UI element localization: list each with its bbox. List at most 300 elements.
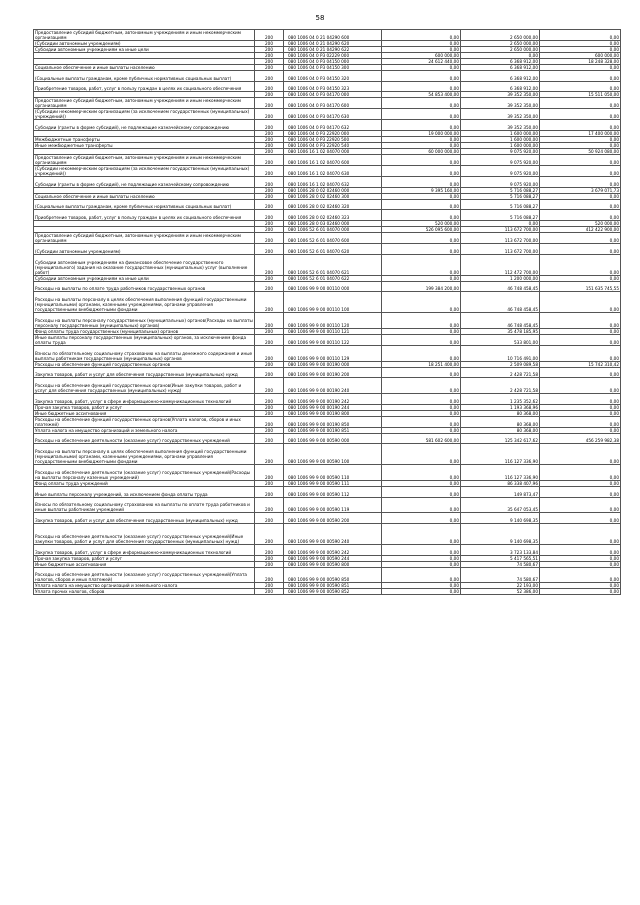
row-plan-cell: 0,00: [382, 199, 461, 210]
table-row: [34, 444, 621, 465]
row-executed-cell: 74 580,67: [461, 567, 540, 583]
row-name-cell: Фонд оплаты труда учреждений: [34, 480, 255, 486]
row-plan-cell: 0,00: [382, 345, 461, 361]
row-code-cell: 200: [255, 561, 284, 567]
row-code-cell: 200: [255, 30, 284, 41]
row-kbk-cell: 080 1006 16 1 02 04070 630: [284, 166, 382, 177]
row-plan-cell: 0,00: [382, 524, 461, 545]
row-plan-cell: 0,00: [382, 328, 461, 334]
row-plan-cell: 600 000,00: [382, 53, 461, 59]
row-kbk-cell: 080 1006 52 6 01 04070 000: [284, 227, 382, 233]
row-remaining-cell: 15 511 050,00: [540, 92, 621, 98]
row-kbk-cell: 080 1006 99 9 00 00190 242: [284, 394, 382, 405]
row-plan-cell: 0,00: [382, 244, 461, 255]
row-executed-cell: 112 472 700,00: [461, 254, 540, 275]
table-row: [34, 361, 621, 367]
row-remaining-cell: 0,00: [540, 544, 621, 555]
row-plan-cell: 0,00: [382, 177, 461, 188]
row-kbk-cell: 080 1006 99 9 00 00190 200: [284, 367, 382, 378]
row-executed-cell: 74 580,67: [461, 561, 540, 567]
row-code-cell: 200: [255, 555, 284, 561]
row-remaining-cell: 0,00: [540, 416, 621, 427]
row-name-cell: Иные выплаты персоналу учреждений, за исключением фонда оплаты труда: [34, 486, 255, 497]
table-row: [34, 120, 621, 131]
row-executed-cell: 80 368,00: [461, 410, 540, 416]
row-executed-cell: 5 716 088,27: [461, 193, 540, 199]
row-kbk-cell: 080 1006 04 0 21 04290 620: [284, 41, 382, 47]
row-executed-cell: 1 600 000,00: [461, 143, 540, 149]
row-remaining-cell: 0,00: [540, 120, 621, 131]
row-kbk-cell: 080 1006 04 0 P3 04150 320: [284, 71, 382, 82]
table-row: [34, 328, 621, 334]
row-code-cell: 200: [255, 199, 284, 210]
row-executed-cell: 39 352 350,00: [461, 109, 540, 120]
row-name-cell: Расходы на обеспечение функций государственных органов(Уплата налогов, сборов и иных платежей): [34, 416, 255, 427]
row-name-cell: Расходы на выплаты персоналу государственных (муниципальных) органов(Расходы на выплаты персоналу государственных (муниципальных) органов): [34, 313, 255, 329]
row-name-cell: Закупка товаров, работ и услуг для обеспечения государственных (муниципальных) нужд: [34, 367, 255, 378]
table-body: [34, 30, 621, 595]
row-executed-cell: 0,00: [461, 53, 540, 59]
row-kbk-cell: 080 1006 52 6 01 04070 622: [284, 275, 382, 281]
row-plan-cell: 0,00: [382, 193, 461, 199]
table-row: [34, 313, 621, 329]
row-name-cell: (Субсидии некоммерческим организациям (за исключением государственных (муниципальных) учреждений)): [34, 166, 255, 177]
row-kbk-cell: 080 1006 04 0 P3 04170 630: [284, 109, 382, 120]
row-remaining-cell: 50 924 080,00: [540, 149, 621, 155]
row-code-cell: 200: [255, 583, 284, 589]
row-plan-cell: 0,00: [382, 561, 461, 567]
row-executed-cell: 80 368,00: [461, 416, 540, 427]
row-plan-cell: 0,00: [382, 166, 461, 177]
row-kbk-cell: 080 1006 04 0 21 04290 622: [284, 47, 382, 53]
row-kbk-cell: 080 1006 99 9 00 00590 851: [284, 583, 382, 589]
row-executed-cell: 5 716 088,27: [461, 210, 540, 221]
row-remaining-cell: 0,00: [540, 486, 621, 497]
row-name-cell: Расходы на выплаты персоналу в целях обеспечения выполнения функций государственными (муниципальными) органами, казенными учреждениями, органами управления государственными внебюджетными фондами: [34, 444, 255, 465]
row-executed-cell: 2 650 000,00: [461, 41, 540, 47]
row-name-cell: (Субсидии автономным учреждениям): [34, 244, 255, 255]
row-kbk-cell: 080 1006 99 9 00 00190 800: [284, 410, 382, 416]
table-row: [34, 378, 621, 394]
row-plan-cell: 0,00: [382, 567, 461, 583]
row-code-cell: 200: [255, 120, 284, 131]
table-row: [34, 233, 621, 244]
row-remaining-cell: 0,00: [540, 345, 621, 361]
row-plan-cell: 19 000 000,00: [382, 131, 461, 137]
row-name-cell: Социальное обеспечение и иные выплаты населению: [34, 65, 255, 71]
row-kbk-cell: 080 1006 99 9 00 00590 111: [284, 480, 382, 486]
row-plan-cell: 9 395 160,00: [382, 187, 461, 193]
table-row: [34, 334, 621, 345]
row-executed-cell: 52 386,00: [461, 589, 540, 595]
row-code-cell: 200: [255, 416, 284, 427]
table-row: [34, 47, 621, 53]
row-remaining-cell: 412 422 900,00: [540, 227, 621, 233]
row-name-cell: Субсидии (гранты в форме субсидий), не подлежащие казначейскому сопровождению: [34, 177, 255, 188]
row-executed-cell: 39 352 350,00: [461, 120, 540, 131]
row-name-cell: (Субсидии автономным учреждениям): [34, 41, 255, 47]
row-code-cell: 200: [255, 81, 284, 92]
row-plan-cell: 0,00: [382, 465, 461, 481]
table-row: [34, 427, 621, 433]
row-remaining-cell: 0,00: [540, 254, 621, 275]
row-name-cell: Расходы на обеспечение деятельности (оказание услуг) государственных учреждений: [34, 433, 255, 444]
row-code-cell: 200: [255, 313, 284, 329]
row-plan-cell: 0,00: [382, 589, 461, 595]
row-kbk-cell: 080 1006 99 9 00 00590 852: [284, 589, 382, 595]
row-kbk-cell: 080 1006 04 0 P3 22920 000: [284, 131, 382, 137]
row-remaining-cell: 456 259 982,38: [540, 433, 621, 444]
row-plan-cell: 0,00: [382, 583, 461, 589]
row-code-cell: 200: [255, 567, 284, 583]
row-kbk-cell: 080 1006 99 9 00 00190 850: [284, 416, 382, 427]
row-executed-cell: 86 338 407,96: [461, 480, 540, 486]
table-row: [34, 292, 621, 313]
row-name-cell: Иные бюджетные ассигнования: [34, 561, 255, 567]
row-code-cell: 200: [255, 410, 284, 416]
row-remaining-cell: 0,00: [540, 410, 621, 416]
table-row: [34, 345, 621, 361]
row-executed-cell: 46 748 458,45: [461, 313, 540, 329]
row-executed-cell: 0,00: [461, 221, 540, 227]
row-code-cell: 200: [255, 544, 284, 555]
row-code-cell: 200: [255, 444, 284, 465]
row-remaining-cell: 0,00: [540, 524, 621, 545]
row-executed-cell: 116 127 336,90: [461, 465, 540, 481]
row-executed-cell: 6 368 912,00: [461, 65, 540, 71]
row-name-cell: Субсидии (гранты в форме субсидий), не подлежащие казначейскому сопровождению: [34, 120, 255, 131]
row-name-cell: Закупка товаров, работ и услуг для обеспечения государственных (муниципальных) нужд: [34, 513, 255, 524]
row-executed-cell: 6 368 912,00: [461, 81, 540, 92]
row-executed-cell: 5 716 088,27: [461, 187, 540, 193]
row-remaining-cell: 0,00: [540, 177, 621, 188]
row-kbk-cell: 080 1006 99 9 00 00590 100: [284, 444, 382, 465]
row-plan-cell: 526 095 600,00: [382, 227, 461, 233]
row-executed-cell: 9 075 920,00: [461, 155, 540, 166]
row-plan-cell: 0,00: [382, 275, 461, 281]
row-code-cell: 200: [255, 394, 284, 405]
row-executed-cell: 1 200 000,00: [461, 275, 540, 281]
table-row: [34, 486, 621, 497]
row-executed-cell: 1 235 352,62: [461, 394, 540, 405]
row-plan-cell: 0,00: [382, 367, 461, 378]
row-executed-cell: 9 075 920,00: [461, 166, 540, 177]
row-plan-cell: 0,00: [382, 65, 461, 71]
table-row: [34, 98, 621, 109]
row-plan-cell: 0,00: [382, 47, 461, 53]
row-kbk-cell: 080 1006 16 1 02 04070 600: [284, 155, 382, 166]
row-plan-cell: 0,00: [382, 254, 461, 275]
table-row: [34, 394, 621, 405]
row-code-cell: 200: [255, 166, 284, 177]
row-kbk-cell: 080 1006 99 9 00 00590 000: [284, 433, 382, 444]
row-code-cell: 200: [255, 155, 284, 166]
row-executed-cell: 113 672 700,00: [461, 244, 540, 255]
row-remaining-cell: 0,00: [540, 513, 621, 524]
row-name-cell: Иные бюджетные ассигнования: [34, 410, 255, 416]
row-name-cell: Субсидии автономным учреждениям на иные цели: [34, 275, 255, 281]
row-code-cell: 200: [255, 404, 284, 410]
table-row: [34, 567, 621, 583]
row-code-cell: 200: [255, 59, 284, 65]
row-code-cell: 200: [255, 254, 284, 275]
row-kbk-cell: 080 1006 99 9 00 00110 121: [284, 328, 382, 334]
row-remaining-cell: 0,00: [540, 47, 621, 53]
table-row: [34, 544, 621, 555]
row-executed-cell: 113 672 700,00: [461, 233, 540, 244]
row-executed-cell: 1 193 368,96: [461, 404, 540, 410]
row-executed-cell: 10 716 491,00: [461, 345, 540, 361]
row-name-cell: Расходы на выплаты по оплате труда работников государственных органов: [34, 281, 255, 292]
row-remaining-cell: 0,00: [540, 561, 621, 567]
row-remaining-cell: 0,00: [540, 444, 621, 465]
row-remaining-cell: 0,00: [540, 98, 621, 109]
row-name-cell: Уплата налога на имущество организаций и земельного налога: [34, 583, 255, 589]
row-executed-cell: 533 801,00: [461, 334, 540, 345]
row-code-cell: 200: [255, 328, 284, 334]
row-code-cell: 200: [255, 292, 284, 313]
row-kbk-cell: 080 1006 28 0 02 02460 323: [284, 210, 382, 221]
row-code-cell: 200: [255, 149, 284, 155]
row-name-cell: Взносы по обязательному социальному страхованию на выплаты по оплате труда работников и иные выплаты работникам учреждений: [34, 497, 255, 513]
row-executed-cell: 80 368,00: [461, 427, 540, 433]
row-executed-cell: 2 650 000,00: [461, 47, 540, 53]
row-remaining-cell: 0,00: [540, 367, 621, 378]
row-code-cell: 200: [255, 486, 284, 497]
row-remaining-cell: 0,00: [540, 583, 621, 589]
page-number: 58: [315, 14, 325, 22]
row-code-cell: 200: [255, 361, 284, 367]
row-executed-cell: 2 428 721,58: [461, 378, 540, 394]
row-kbk-cell: 080 1006 99 9 00 00110 129: [284, 345, 382, 361]
row-remaining-cell: 0,00: [540, 497, 621, 513]
row-kbk-cell: 080 1006 99 9 00 00590 850: [284, 567, 382, 583]
row-plan-cell: 0,00: [382, 143, 461, 149]
row-name-cell: Прочая закупка товаров, работ и услуг: [34, 404, 255, 410]
table-row: [34, 254, 621, 275]
row-plan-cell: 0,00: [382, 210, 461, 221]
row-plan-cell: 54 853 400,00: [382, 92, 461, 98]
row-name-cell: Фонд оплаты труда государственных (муниципальных) органов: [34, 328, 255, 334]
row-executed-cell: 22 193,00: [461, 583, 540, 589]
row-remaining-cell: 0,00: [540, 589, 621, 595]
row-plan-cell: 0,00: [382, 81, 461, 92]
row-remaining-cell: 0,00: [540, 30, 621, 41]
row-remaining-cell: 0,00: [540, 465, 621, 481]
row-code-cell: 200: [255, 497, 284, 513]
row-remaining-cell: 0,00: [540, 143, 621, 149]
row-remaining-cell: 0,00: [540, 394, 621, 405]
row-name-cell: Закупка товаров, работ, услуг в сфере информационно-коммуникационных технологий: [34, 544, 255, 555]
row-code-cell: 200: [255, 275, 284, 281]
table-row: [34, 367, 621, 378]
row-kbk-cell: 080 1006 04 0 P3 22920 540: [284, 143, 382, 149]
row-name-cell: Уплата прочих налогов, сборов: [34, 589, 255, 595]
row-executed-cell: 116 127 336,90: [461, 444, 540, 465]
row-plan-cell: 18 251 400,00: [382, 361, 461, 367]
table-row: [34, 281, 621, 292]
table-row: [34, 177, 621, 188]
row-plan-cell: 0,00: [382, 292, 461, 313]
row-kbk-cell: 080 1006 52 6 01 04070 621: [284, 254, 382, 275]
row-kbk-cell: 080 1006 52 6 01 04070 620: [284, 244, 382, 255]
table-row: [34, 193, 621, 199]
table-row: [34, 404, 621, 410]
row-plan-cell: 0,00: [382, 480, 461, 486]
row-name-cell: Расходы на обеспечение деятельности (оказание услуг) государственных учреждений(Расходы на выплаты персоналу казенных учреждений): [34, 465, 255, 481]
row-kbk-cell: 080 1006 99 9 00 00190 000: [284, 361, 382, 367]
row-name-cell: Приобретение товаров, работ, услуг в пользу граждан в целях их социального обеспечения: [34, 81, 255, 92]
row-name-cell: Приобретение товаров, работ, услуг в пользу граждан в целях их социального обеспечения: [34, 210, 255, 221]
row-code-cell: 200: [255, 177, 284, 188]
row-kbk-cell: 080 1006 99 9 00 00110 120: [284, 313, 382, 329]
row-executed-cell: 9 140 698,35: [461, 524, 540, 545]
table-row: [34, 109, 621, 120]
row-remaining-cell: 18 248 328,00: [540, 59, 621, 65]
row-kbk-cell: 080 1006 99 9 00 00590 112: [284, 486, 382, 497]
row-code-cell: 200: [255, 65, 284, 71]
row-kbk-cell: 080 1006 99 9 00 00110 000: [284, 281, 382, 292]
row-code-cell: 200: [255, 71, 284, 82]
row-code-cell: 200: [255, 244, 284, 255]
row-kbk-cell: 080 1006 28 0 02 02460 000: [284, 187, 382, 193]
row-remaining-cell: 0,00: [540, 567, 621, 583]
table-row: [34, 589, 621, 595]
row-plan-cell: 581 602 600,00: [382, 433, 461, 444]
row-remaining-cell: 0,00: [540, 166, 621, 177]
row-code-cell: 200: [255, 143, 284, 149]
row-kbk-cell: 080 1006 28 0 02 02460 300: [284, 193, 382, 199]
row-remaining-cell: 0,00: [540, 328, 621, 334]
row-name-cell: Закупка товаров, работ, услуг в сфере информационно-коммуникационных технологий: [34, 394, 255, 405]
row-plan-cell: 0,00: [382, 334, 461, 345]
row-executed-cell: 9 075 920,00: [461, 149, 540, 155]
row-name-cell: (Социальные выплаты гражданам, кроме публичных нормативных социальных выплат): [34, 71, 255, 82]
row-executed-cell: 39 352 350,00: [461, 98, 540, 109]
row-name-cell: Расходы на обеспечение деятельности (оказание услуг) государственных учреждений(Уплата налогов, сборов и иных платежей): [34, 567, 255, 583]
row-name-cell: Субсидии автономным учреждениям на финансовое обеспечение государственного (муниципального) задания на оказание государственных (муниципальных) услуг (выполнение работ): [34, 254, 255, 275]
row-plan-cell: 0,00: [382, 486, 461, 497]
row-remaining-cell: 0,00: [540, 210, 621, 221]
row-code-cell: 200: [255, 480, 284, 486]
row-remaining-cell: 0,00: [540, 137, 621, 143]
row-code-cell: 200: [255, 427, 284, 433]
row-code-cell: 200: [255, 137, 284, 143]
row-remaining-cell: 0,00: [540, 233, 621, 244]
row-name-cell: Иные межбюджетные трансферты: [34, 143, 255, 149]
row-code-cell: 200: [255, 334, 284, 345]
row-plan-cell: 0,00: [382, 71, 461, 82]
row-name-cell: Предоставление субсидий бюджетным, автономным учреждениям и иным некоммерческим организациям: [34, 30, 255, 41]
table-row: [34, 30, 621, 41]
row-kbk-cell: 080 1006 28 0 02 02460 320: [284, 199, 382, 210]
row-plan-cell: 0,00: [382, 416, 461, 427]
table-row: [34, 513, 621, 524]
table-row: [34, 71, 621, 82]
row-remaining-cell: 0,00: [540, 71, 621, 82]
row-executed-cell: 9 075 920,00: [461, 177, 540, 188]
table-row: [34, 275, 621, 281]
table-row: [34, 210, 621, 221]
row-code-cell: 200: [255, 53, 284, 59]
row-kbk-cell: 080 1006 04 0 P3 02229 000: [284, 53, 382, 59]
table-row: [34, 166, 621, 177]
row-kbk-cell: 080 1006 52 6 01 04070 600: [284, 233, 382, 244]
row-code-cell: 200: [255, 187, 284, 193]
row-kbk-cell: 080 1006 99 9 00 00590 110: [284, 465, 382, 481]
row-code-cell: 200: [255, 524, 284, 545]
row-code-cell: 200: [255, 41, 284, 47]
row-code-cell: 200: [255, 513, 284, 524]
row-executed-cell: 35 647 053,45: [461, 497, 540, 513]
row-code-cell: 200: [255, 589, 284, 595]
row-remaining-cell: 0,00: [540, 244, 621, 255]
row-executed-cell: 5 716 088,27: [461, 199, 540, 210]
row-executed-cell: 113 672 700,00: [461, 227, 540, 233]
row-plan-cell: 0,00: [382, 120, 461, 131]
row-executed-cell: 6 368 912,00: [461, 59, 540, 65]
row-plan-cell: 0,00: [382, 98, 461, 109]
row-remaining-cell: 3 679 071,73: [540, 187, 621, 193]
row-code-cell: 200: [255, 281, 284, 292]
row-plan-cell: 0,00: [382, 233, 461, 244]
row-remaining-cell: 600 000,00: [540, 53, 621, 59]
report-table-container: [33, 29, 619, 595]
row-remaining-cell: 0,00: [540, 65, 621, 71]
row-plan-cell: 0,00: [382, 513, 461, 524]
row-remaining-cell: 0,00: [540, 313, 621, 329]
row-remaining-cell: 151 635 745,55: [540, 281, 621, 292]
row-name-cell: Расходы на выплаты персоналу в целях обеспечения выполнения функций государственными (муниципальными) органами, казенными учреждениями, органами управления государственными внебюджетными фондами: [34, 292, 255, 313]
row-plan-cell: 199 384 200,00: [382, 281, 461, 292]
row-name-cell: Межбюджетные трансферты: [34, 137, 255, 143]
row-plan-cell: 0,00: [382, 378, 461, 394]
row-kbk-cell: 080 1006 28 0 03 02460 000: [284, 221, 382, 227]
row-executed-cell: 149 873,47: [461, 486, 540, 497]
row-plan-cell: 0,00: [382, 544, 461, 555]
row-remaining-cell: 0,00: [540, 155, 621, 166]
row-plan-cell: 0,00: [382, 497, 461, 513]
row-kbk-cell: 080 1006 04 0 P3 04150 300: [284, 65, 382, 71]
row-kbk-cell: 080 1006 99 9 00 00590 119: [284, 497, 382, 513]
row-remaining-cell: 0,00: [540, 199, 621, 210]
row-code-cell: 200: [255, 345, 284, 361]
row-kbk-cell: 080 1006 04 0 21 04290 600: [284, 30, 382, 41]
row-name-cell: (Субсидии некоммерческим организациям (за исключением государственных (муниципальных) учреждений)): [34, 109, 255, 120]
row-code-cell: 200: [255, 465, 284, 481]
row-plan-cell: 0,00: [382, 410, 461, 416]
row-code-cell: 200: [255, 367, 284, 378]
row-remaining-cell: 0,00: [540, 404, 621, 410]
row-remaining-cell: 0,00: [540, 292, 621, 313]
row-remaining-cell: 15 742 310,42: [540, 361, 621, 367]
row-code-cell: 200: [255, 193, 284, 199]
row-remaining-cell: 0,00: [540, 427, 621, 433]
table-row: [34, 524, 621, 545]
row-executed-cell: 39 352 350,00: [461, 92, 540, 98]
row-name-cell: Предоставление субсидий бюджетным, автономным учреждениям и иным некоммерческим организациям: [34, 98, 255, 109]
row-plan-cell: 0,00: [382, 313, 461, 329]
row-executed-cell: 1 600 000,00: [461, 137, 540, 143]
row-kbk-cell: 080 1006 99 9 00 00190 240: [284, 378, 382, 394]
table-row: [34, 244, 621, 255]
row-kbk-cell: 080 1006 99 9 00 00110 100: [284, 292, 382, 313]
row-name-cell: Расходы на обеспечение функций государственных органов: [34, 361, 255, 367]
row-kbk-cell: 080 1006 04 0 P3 04170 632: [284, 120, 382, 131]
row-plan-cell: 0,00: [382, 444, 461, 465]
row-name-cell: Прочая закупка товаров, работ и услуг: [34, 555, 255, 561]
row-plan-cell: 0,00: [382, 109, 461, 120]
